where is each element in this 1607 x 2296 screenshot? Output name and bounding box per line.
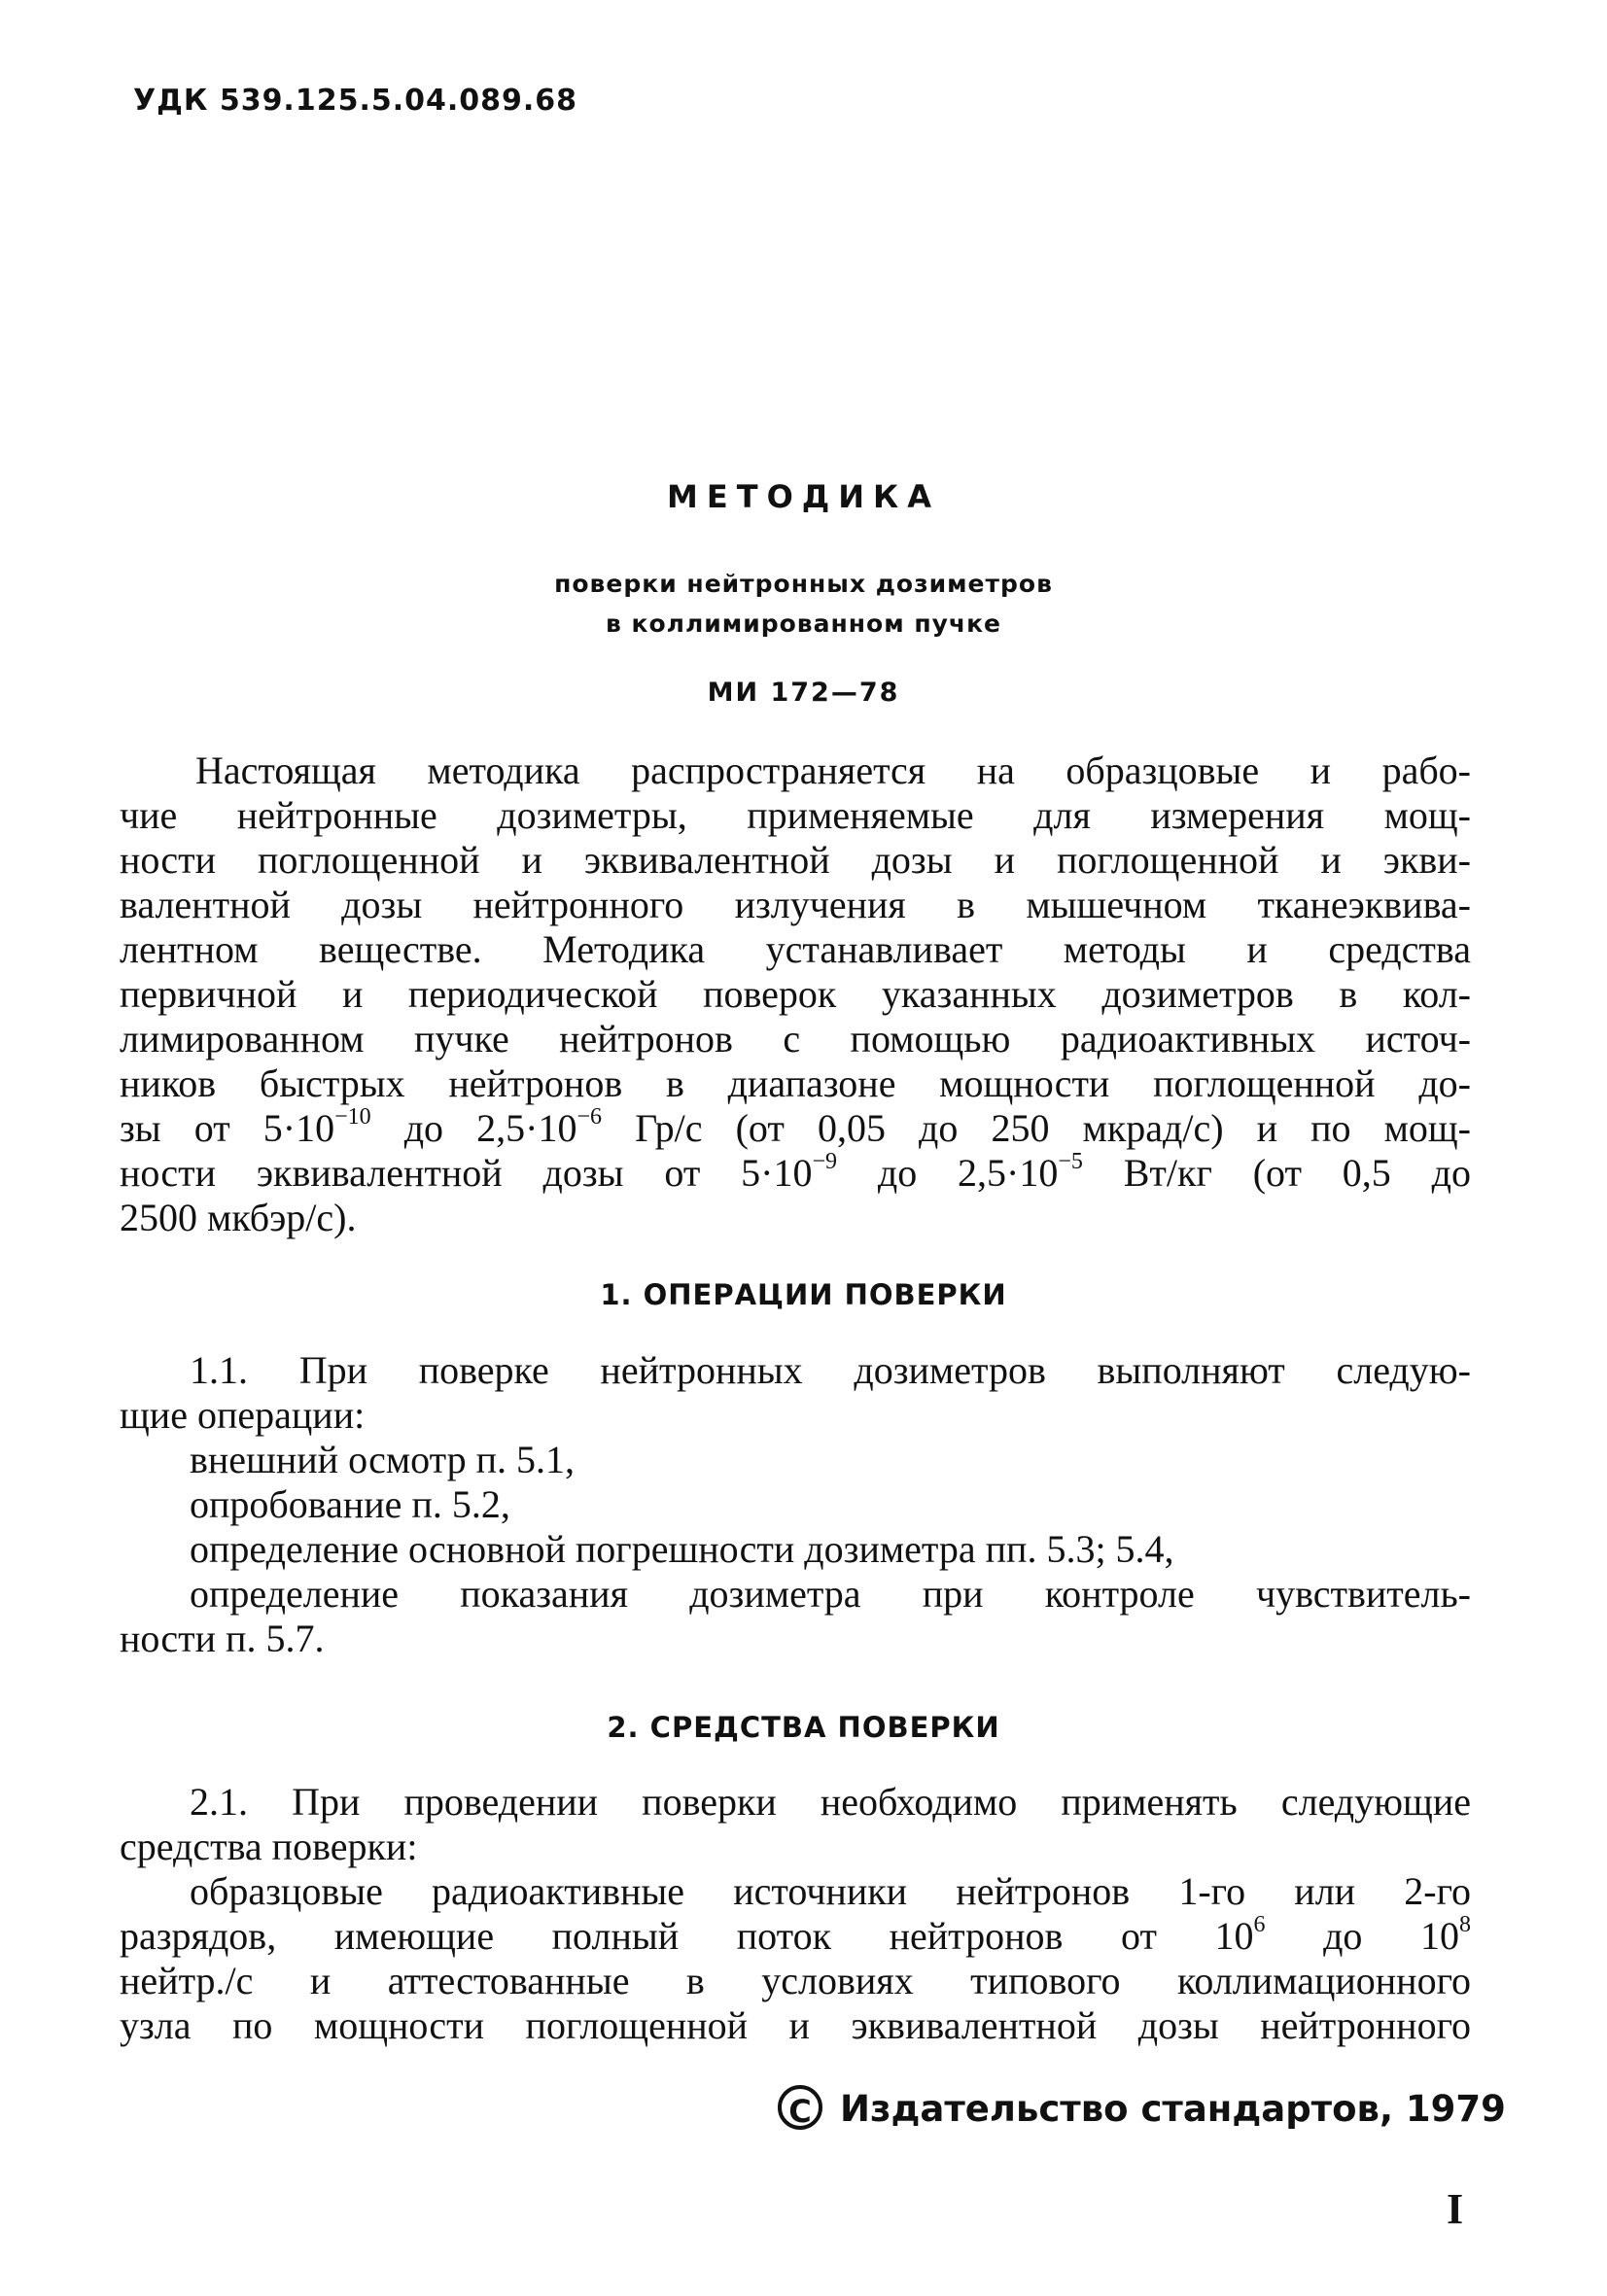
paragraph-formula-line bbox=[120, 1911, 1471, 1959]
intro-line: валентной дозы нейтронного излучения в мышечном тканеэквива- bbox=[120, 883, 1471, 926]
exponent: −9 bbox=[812, 1148, 838, 1174]
text-fragment: до 10 bbox=[1265, 1914, 1459, 1958]
operation-item: ности п. 5.7. bbox=[120, 1617, 325, 1660]
text-fragment: ности эквивалентной дозы от 5·10 bbox=[120, 1151, 813, 1195]
exponent: 6 bbox=[1253, 1911, 1266, 1937]
paragraph-line: средства поверки: bbox=[120, 1825, 418, 1868]
section2-paragraph bbox=[120, 1780, 1471, 2048]
document-title: МЕТОДИКА bbox=[667, 478, 940, 515]
intro-line: лентном веществе. Методика устанавливает методы и средства bbox=[120, 927, 1471, 971]
intro-line: Настоящая методика распространяется на образцовые и рабо- bbox=[195, 748, 1471, 792]
subtitle-line: поверки нейтронных дозиметров bbox=[554, 570, 1053, 598]
operation-item: определение показания дозиметра при контроле чувствитель- bbox=[190, 1572, 1471, 1616]
copyright-icon: C bbox=[778, 2085, 822, 2130]
exponent: −10 bbox=[334, 1103, 371, 1130]
text-fragment: Гр/с (от 0,05 до 250 мкрад/с) и по мощ- bbox=[602, 1106, 1471, 1150]
section-heading: 2. СРЕДСТВА ПОВЕРКИ bbox=[607, 1711, 1000, 1744]
intro-line: 2500 мкбэр/с). bbox=[120, 1196, 357, 1239]
intro-formula-line bbox=[120, 1103, 1471, 1151]
operation-item: опробование п. 5.2, bbox=[190, 1482, 510, 1526]
intro-line: ности поглощенной и эквивалентной дозы и поглощенной и экви- bbox=[120, 838, 1471, 882]
copyright-notice bbox=[778, 2088, 1506, 2134]
operation-item: определение основной погрешности дозиметра пп. 5.3; 5.4, bbox=[190, 1527, 1174, 1571]
intro-line: ников быстрых нейтронов в диапазоне мощности поглощенной до- bbox=[120, 1061, 1471, 1105]
text-fragment: разрядов, имеющие полный поток нейтронов от 10 bbox=[120, 1914, 1254, 1958]
exponent: −6 bbox=[576, 1103, 602, 1130]
paragraph-line: 1.1. При поверке нейтронных дозиметров выполняют следую- bbox=[190, 1348, 1471, 1392]
intro-line: первичной и периодической поверок указанных дозиметров в кол- bbox=[120, 972, 1471, 1016]
text-fragment: до 2,5·10 bbox=[370, 1106, 577, 1150]
paragraph-line: 2.1. При проведении поверки необходимо применять следующие bbox=[190, 1780, 1471, 1824]
intro-paragraph bbox=[120, 748, 1471, 1240]
text-fragment: Вт/кг (от 0,5 до bbox=[1082, 1151, 1471, 1195]
section1-paragraph bbox=[120, 1348, 1471, 1661]
text-fragment: до 2,5·10 bbox=[837, 1151, 1059, 1195]
paragraph-line: образцовые радиоактивные источники нейтронов 1-го или 2-го bbox=[190, 1869, 1471, 1913]
paragraph-line: щие операции: bbox=[120, 1393, 366, 1437]
exponent: 8 bbox=[1459, 1911, 1471, 1937]
section-heading: 1. ОПЕРАЦИИ ПОВЕРКИ bbox=[600, 1278, 1007, 1311]
intro-line: чие нейтронные дозиметры, применяемые для измерения мощ- bbox=[120, 793, 1471, 837]
udk-code: УДК 539.125.5.04.089.68 bbox=[133, 84, 578, 118]
paragraph-line: нейтр./с и аттестованные в условиях типового коллимационного bbox=[120, 1959, 1471, 2002]
copyright-text: Издательство стандартов, 1979 bbox=[840, 2088, 1506, 2130]
document-code: МИ 172—78 bbox=[707, 678, 900, 708]
operation-item: внешний осмотр п. 5.1, bbox=[190, 1438, 575, 1481]
page-number: I bbox=[1447, 2185, 1464, 2233]
intro-line: лимированном пучке нейтронов с помощью радиоактивных источ- bbox=[120, 1017, 1471, 1061]
subtitle-line: в коллимированном пучке bbox=[605, 609, 1002, 638]
intro-formula-line bbox=[120, 1148, 1471, 1196]
paragraph-line: узла по мощности поглощенной и эквивалентной дозы нейтронного bbox=[120, 2003, 1471, 2047]
text-fragment: зы от 5·10 bbox=[120, 1106, 335, 1150]
exponent: −5 bbox=[1058, 1148, 1083, 1174]
document-subtitle bbox=[0, 564, 1607, 644]
